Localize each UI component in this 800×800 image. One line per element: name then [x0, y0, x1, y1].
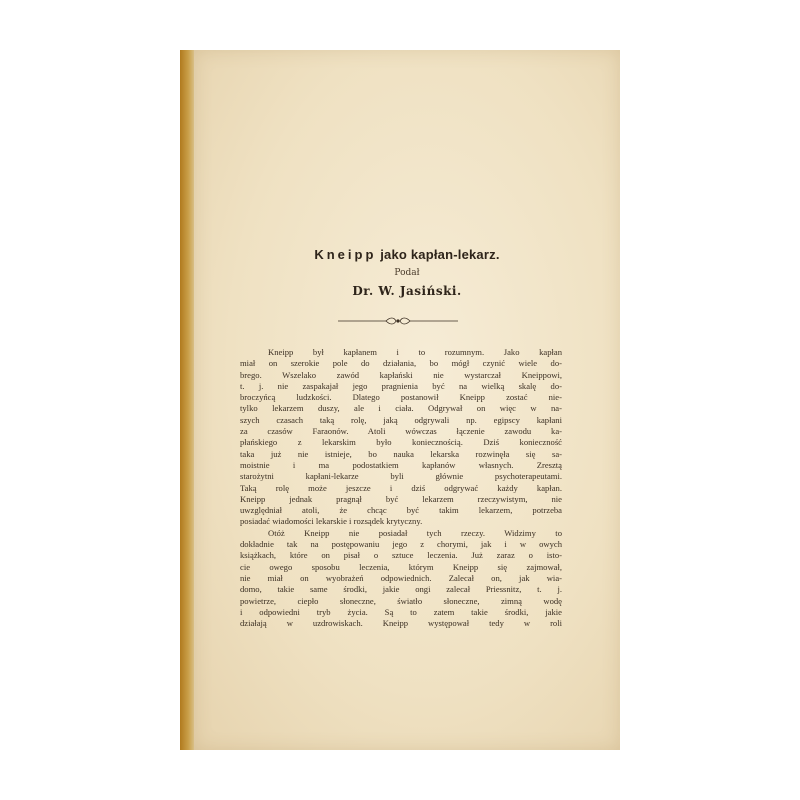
text-line: moistnie i ma podostatkiem kapłanów własnych. Zresztą [240, 459, 562, 470]
text-line: działają w uzdrowiskach. Kneipp występował tedy w roli [240, 618, 562, 629]
text-line: i odpowiedni tryb życia. Są to zatem takie środki, jakie [240, 606, 562, 617]
ornament-divider-icon [338, 316, 458, 326]
text-line: nie miał on wyobrażeń odpowiednich. Zalecał on, jak wia- [240, 572, 562, 583]
text-line: brego. Wszelako zawód kapłański nie wystarczał Kneippowi, [240, 369, 562, 380]
text-line: za czasów Faraonów. Atoli wówczas łączenie zawodu ka- [240, 426, 562, 437]
text-line: Taką rolę może jeszcze i dziś odgrywać każdy kapłan. [240, 482, 562, 493]
text-line: książkach, które on pisał o sztuce leczenia. Już zaraz o isto- [240, 550, 562, 561]
text-line: tylko lekarzem duszy, ale i ciała. Odgrywał on więc w na- [240, 403, 562, 414]
text-line: cie owego sposobu leczenia, którym Kneipp się zajmował, [240, 561, 562, 572]
paragraph-2 [240, 528, 562, 630]
text-line: broczyńcą ludzkości. Dlatego postanowił Kneipp zostać nie- [240, 392, 562, 403]
text-line: uwzględniał atoli, że chcąc być takim lekarzem, potrzeba [240, 505, 562, 516]
text-line: t. j. nie zaspakajał jego pragnienia być na wielką skalę do- [240, 380, 562, 391]
text-line: dokładnie tak na postępowaniu jego z chorymi, jak i w owych [240, 539, 562, 550]
byline: Podał [394, 268, 420, 278]
document-title [194, 247, 620, 262]
text-line: płańskiego z lekarskim było koniecznością. Dziś konieczność [240, 437, 562, 448]
text-line: starożytni kapłani-lekarze byli głównie psychoterapeutami. [240, 471, 562, 482]
text-line: posiadać wiadomości lekarskie i rozsądek krytyczny. [240, 516, 423, 527]
text-line: domo, takie same środki, jakie ongi zalecał Priessnitz, t. j. [240, 584, 562, 595]
book-spine-edge [180, 50, 194, 750]
body-text [240, 347, 562, 629]
text-line: Kneipp jednak pragnął być lekarzem rzeczywistym, nie [240, 493, 562, 504]
document-page [194, 50, 620, 750]
title-rest: jako kapłan-lekarz. [376, 247, 500, 262]
text-line: Otóż Kneipp nie posiadał tych rzeczy. Widzimy to [268, 527, 562, 538]
text-line: taka już nie istnieje, bo nauka lekarska rozwinęła się sa- [240, 448, 562, 459]
text-line: miał on szerokie pole do działania, bo mógł czynić wiele do- [240, 358, 562, 369]
title-name: Kneipp [314, 247, 377, 262]
text-line: powietrze, ciepło słoneczne, światło słoneczne, zimną wodę [240, 595, 562, 606]
text-line: szych czasach taką rolę, jaką odgrywali np. egipscy kapłani [240, 414, 562, 425]
text-line: Kneipp był kapłanem i to rozumnym. Jako kapłan [268, 347, 562, 357]
paragraph-1 [240, 347, 562, 528]
author-name: Dr. W. Jasiński. [352, 284, 462, 298]
